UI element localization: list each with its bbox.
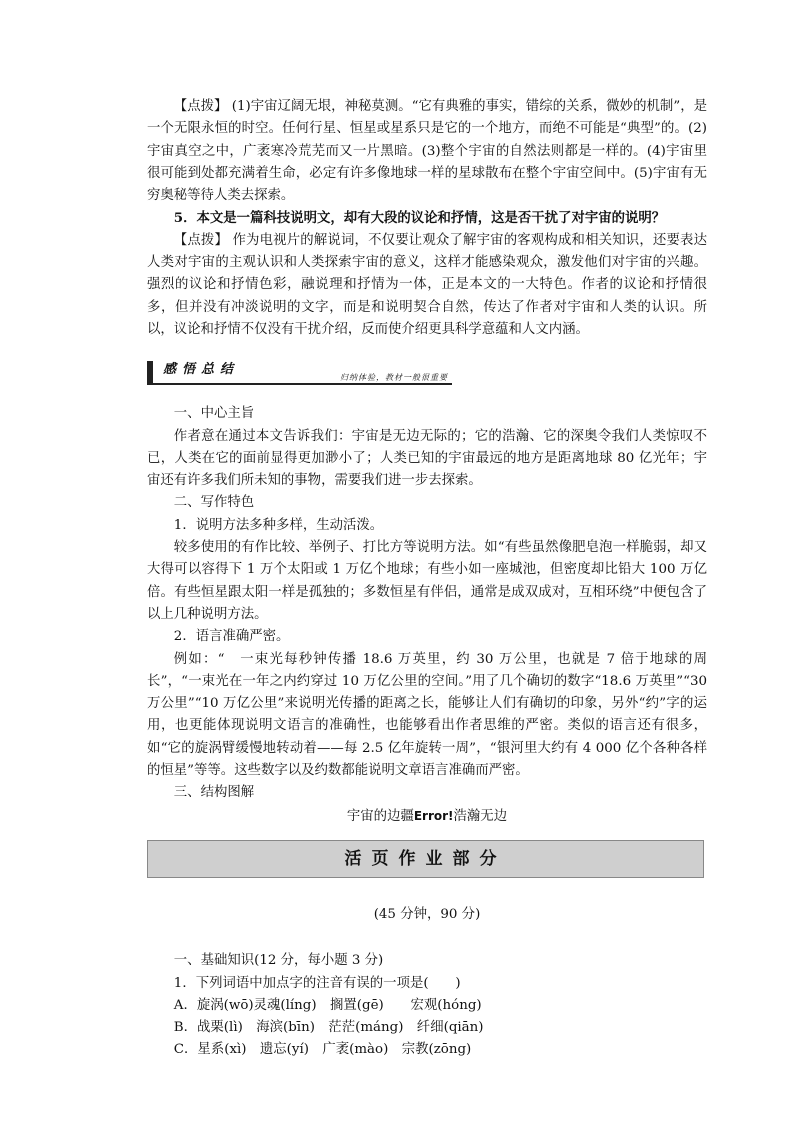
banner-underline — [147, 383, 452, 385]
summary-banner — [147, 357, 452, 387]
central-idea-text: 作者意在通过本文告诉我们：宇宙是无边无际的；它的浩瀚、它的深奥令我们人类惊叹不已，人类在它的面前显得更加渺小了；人类已知的宇宙最远的地方是距离地球 80 亿光年；宇宙还有许多我们所未知的事物，需要我们进一步去探索。 — [147, 428, 707, 489]
diagram-error: Error! — [413, 808, 454, 823]
diagram-left: 宇宙的边疆 — [346, 808, 414, 824]
feature-2-text: 例如：“ 一束光每秒钟传播 18.6 万英里，约 30 万公里，也就是 7 倍于地球的周长”，“一束光在一年之内约穿过 10 万亿公里的空间。”用了几个确切的数字“18.6 万英里”“30 万公里”“10 万亿公里”来说明光传播的距离之长，能够让人们有确切的印象，另外“约”字的运用，也更能体现说明文语言的准确性，也能够看出作者思维的严密。类似的语言还有很多，如“它的旋涡臂缓慢地转动着——每 2.5 亿年旋转一周”，“银河里大约有 4 000 亿个各种各样的恒星”等等。这些数字以及约数都能说明文章语言准确而严密。 — [147, 651, 707, 779]
feature-1-title: 1．说明方法多种多样，生动活泼。 — [173, 517, 384, 533]
option-b: B．战栗(lì) 海滨(bīn) 茫茫(máng) 纤细(qiān) — [173, 1020, 484, 1036]
basics-heading: 一、基础知识(12 分，每小题 3 分) — [173, 953, 384, 969]
banner-subtitle: 归纳体验，教材一般很重要 — [340, 373, 448, 383]
option-c: C．星系(xì) 遗忘(yí) 广袤(mào) 宗教(zōng) — [173, 1042, 472, 1058]
option-a: A．旋涡(wō)灵魂(líng) 搁置(gē) 宏观(hóng) — [173, 997, 482, 1013]
question-5: 5．本文是一篇科技说明文，却有大段的议论和抒情，这是否干扰了对宇宙的说明？ — [173, 210, 666, 227]
homework-banner — [147, 840, 704, 878]
feature-2-title: 2．语言准确严密。 — [173, 629, 290, 645]
time-score: (45 分钟，90 分) — [373, 906, 481, 922]
hint-paragraph-2: 【点拨】 作为电视片的解说词，不仅要让观众了解宇宙的客观构成和相关知识，还要表达人类对宇宙的主观认识和人类探索宇宙的意义，这样才能感染观众，激发他们对宇宙的兴趣。强烈的议论和抒情色彩，融说理和抒情为一体，正是本文的一大特色。作者的议论和抒情很多，但并没有冲淡说明的文字，而是和说明契合自然，传达了作者对宇宙和人类的认识。所以，议论和抒情不仅没有干扰介绍，反而使介绍更具科学意蕴和人文内涵。 — [147, 232, 707, 337]
heading-central-idea: 一、中心主旨 — [173, 406, 255, 422]
heading-structure: 三、结构图解 — [173, 785, 255, 801]
banner-title: 感悟总结 — [163, 362, 240, 378]
homework-title: 活页作业部分 — [344, 848, 507, 869]
document-page — [147, 96, 707, 1062]
feature-1-text: 较多使用的有作比较、举例子、打比方等说明方法。如“有些虽然像肥皂泡一样脆弱，却又大得可以容得下 1 万个太阳或 1 万亿个地球；有些小如一座城池，但密度却比铅大 100 万亿倍。有些恒星跟太阳一样是孤独的；多数恒星有伴侣，通常是成双成对，互相环绕”中便包含了以上几种说明方法。 — [147, 540, 707, 622]
heading-writing-features: 二、写作特色 — [173, 495, 255, 511]
question-1: 1．下列词语中加点字的注音有误的一项是( ) — [173, 975, 461, 991]
diagram-right: 浩瀚无边 — [453, 808, 508, 824]
hint-paragraph-1: 【点拨】 (1)宇宙辽阔无垠，神秘莫测。“它有典雅的事实，错综的关系，微妙的机制”，是一个无限永恒的时空。任何行星、恒星或星系只是它的一个地方，而绝不可能是“典型”的。(2)宇宙真空之中，广袤寒冷荒芜而又一片黑暗。(3)整个宇宙的自然法则都是一样的。(4)宇宙里很可能到处都充满着生命，必定有许多像地球一样的星球散布在整个宇宙空间中。(5)宇宙有无穷奥秘等待人类去探索。 — [147, 99, 707, 204]
banner-bar — [147, 361, 153, 383]
structure-diagram — [147, 805, 707, 828]
